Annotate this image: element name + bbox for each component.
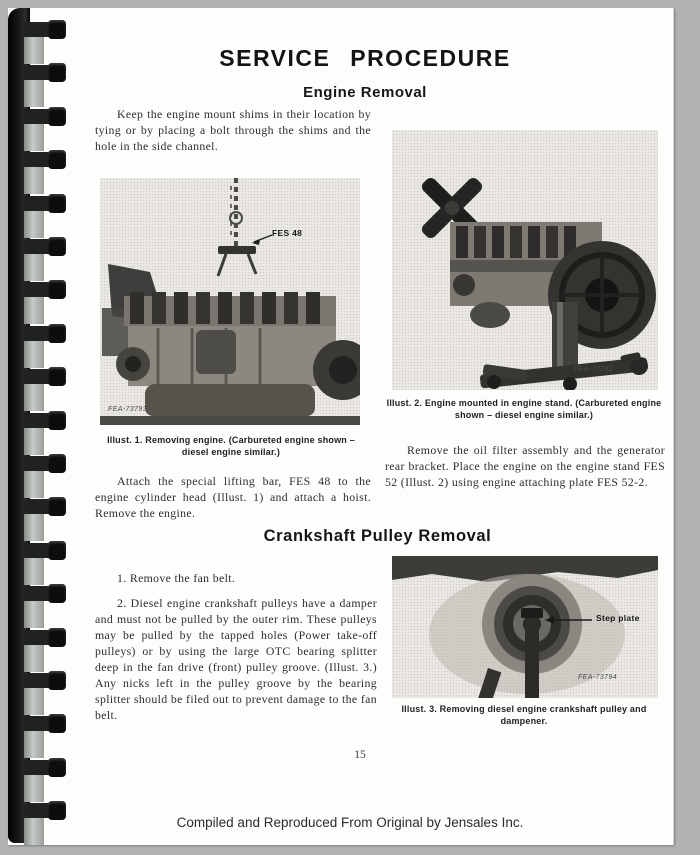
binding-ring <box>8 63 68 107</box>
binding-ring <box>8 107 68 151</box>
step-1: 1. Remove the fan belt. <box>117 571 236 585</box>
binding-ring <box>8 584 68 628</box>
pulley-removal-drawing <box>392 556 658 698</box>
binding-ring <box>8 497 68 541</box>
fes48-callout-label: FES 48 <box>272 228 303 238</box>
page-number: 15 <box>354 749 366 761</box>
binding-ring <box>8 20 68 64</box>
binding-ring <box>8 237 68 281</box>
lifting-bar-fes48 <box>218 246 256 276</box>
page-title: SERVICE PROCEDURE <box>219 45 511 71</box>
remove-paragraph: Remove the oil filter assembly and the generator rear bracket. Place the engine on the engine stand FES 52 (Illust. 2) using engine attaching plate FES 52-2. <box>385 443 665 489</box>
attach-paragraph: Attach the special lifting bar, FES 48 to the engine cylinder head (Illust. 1) and attach a hoist. Remove the engine. <box>95 474 371 520</box>
binding-ring <box>8 324 68 368</box>
footer-attribution: Compiled and Reproduced From Original by Jensales Inc. <box>176 815 524 830</box>
illustration-1-photo <box>100 178 360 425</box>
binding-ring <box>8 411 68 455</box>
binding-ring <box>8 367 68 411</box>
binding-ring <box>8 801 68 845</box>
binding-ring <box>8 454 68 498</box>
step-plate-callout-label: Step plate <box>596 613 640 623</box>
callout-arrow <box>252 235 272 245</box>
photo-id-illust2: FEA-73792 <box>574 366 614 373</box>
binding-ring <box>8 194 68 238</box>
illustration-2-caption: Illust. 2. Engine mounted in engine stand. (Carbureted engine shown – diesel engine similar.) <box>386 398 662 420</box>
binding-ring <box>8 541 68 585</box>
hoist-chain <box>230 178 242 246</box>
intro-paragraph: Keep the engine mount shims in their location by tying or by placing a bolt through the shims and the hole in the side channel. <box>95 107 371 153</box>
section-heading-crankshaft-pulley: Crankshaft Pulley Removal <box>263 527 492 545</box>
binding-ring <box>8 758 68 802</box>
illustration-1-caption: Illust. 1. Removing engine. (Carbureted engine shown – diesel engine similar.) <box>107 435 355 457</box>
engine-stand-drawing <box>392 130 658 390</box>
engine-removal-drawing <box>100 178 360 425</box>
illustration-3-photo <box>392 556 658 698</box>
photo-id-illust1: FEA-73793 <box>108 406 148 413</box>
engine-silhouette <box>100 264 360 425</box>
binding-ring <box>8 150 68 194</box>
step-2: 2. Diesel engine crankshaft pulleys have a damper and must not be pulled by the outer rim. These pulleys may be pulled by the tapped holes (Power take-off pulleys) or by using the large OTC bearing splitter deep in the fan drive (front) pulley groove. (Illust. 3.) Any nicks left in the pulley groove by the bearing splitter should be filed out to prevent damage to the fan belt. <box>95 596 377 722</box>
section-heading-engine-removal: Engine Removal <box>303 84 427 101</box>
illustration-3-caption: Illust. 3. Removing diesel engine crankshaft pulley and dampener. <box>401 704 647 726</box>
binding-ring <box>8 280 68 324</box>
photo-id-illust3: FEA-73794 <box>578 674 618 681</box>
binding-ring <box>8 714 68 758</box>
illustration-2-photo <box>392 130 658 390</box>
comb-binding <box>8 8 68 843</box>
binding-ring <box>8 628 68 672</box>
binding-ring <box>8 671 68 715</box>
